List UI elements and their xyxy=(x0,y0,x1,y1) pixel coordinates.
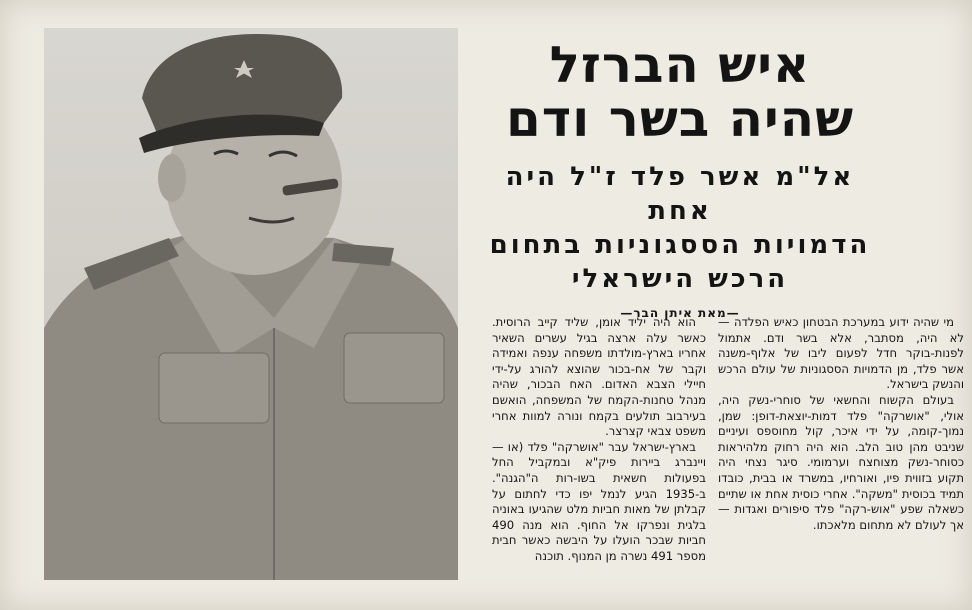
paragraph: בארץ-ישראל עבר "אושרקה" פלד (או — ויינברג ביירות פיק"א ובמקביל החל בפעולות חשאית בשו-רות ה"הגנה". ב-1935 הגיע לנמל יפו כדי לחתום על קבלתן של מאות חביות מלט שהגיעו באוניה בלגית ונפרקו אל החוף. הוא מנה 490 חביות שבכר הועלו על היבשה כאשר חבית מספר 491 נשרה מן המנוף. תוכנה xyxy=(492,439,706,563)
title-line: שהיה בשר ודם xyxy=(505,90,855,148)
article-column-right xyxy=(718,315,964,585)
subtitle-line: אל"מ אשר פלד ז"ל היה אחת xyxy=(505,162,855,226)
paragraph: מי שהיה ידוע במערכת הבטחון כאיש הפלדה — לא היה, מסתבר, אלא בשר ודם. אתמול לפנות-בוקר חדל לפעום ליבו של אלוף-משנה אשר פלד, מן הדמויות הססגוניות של עולם הרכש והנשק בישראל. xyxy=(718,315,964,392)
subtitle-line: הרכש הישראלי xyxy=(571,264,789,294)
article-headline xyxy=(470,38,890,320)
paragraph: הוא היה יליד אומן, שליד קייב הרוסית. כאשר עלה ארצה בגיל עשרים השאיר אחריו בארץ-מולדתו משפחה ענפה ואמידה וקבר של אח-בכור שהוצא להורג על-ידי חיילי הצבא האדום. האח הבכור, שהיה מנהל טחנות-הקמח של המשפחה, הואשם בעירבוב תולעים בקמח ונורה למוות אחרי משפט צבאי קצרצר. xyxy=(492,315,706,439)
article-subtitle xyxy=(470,160,890,296)
paragraph: בעולם הקשוח והחשאי של סוחרי-נשק היה, אולי, "אושרקה" פלד דמות-יוצאת-דופן: שמן, נמוך-קומה, על ידי איכר, קול מחוספס ועיניים שניבט מהן טוב הלב. הוא היה רחוק מלהיראות כסוחר-נשק מצוחצח וערמומי. סיגר נצחי היה תקוע בזווית פיו, ואורחיו, במשרד או בבית, כובדו תמיד בכוסית "משקה". אחרי כוסית אחת או שתיים כשאלה שפע "אוש-רקה" פלד סיפורים ואגדות — אך לעולם לא מתחום מלאכתו. xyxy=(718,392,964,532)
byline: —מאת איתן הבר— xyxy=(620,306,740,320)
article-column-left xyxy=(492,315,706,585)
article-title xyxy=(470,38,890,146)
subtitle-line: הדמויות הססגוניות בתחום xyxy=(489,230,871,260)
portrait-photo xyxy=(44,28,458,580)
title-line: איש הברזל xyxy=(549,36,811,94)
